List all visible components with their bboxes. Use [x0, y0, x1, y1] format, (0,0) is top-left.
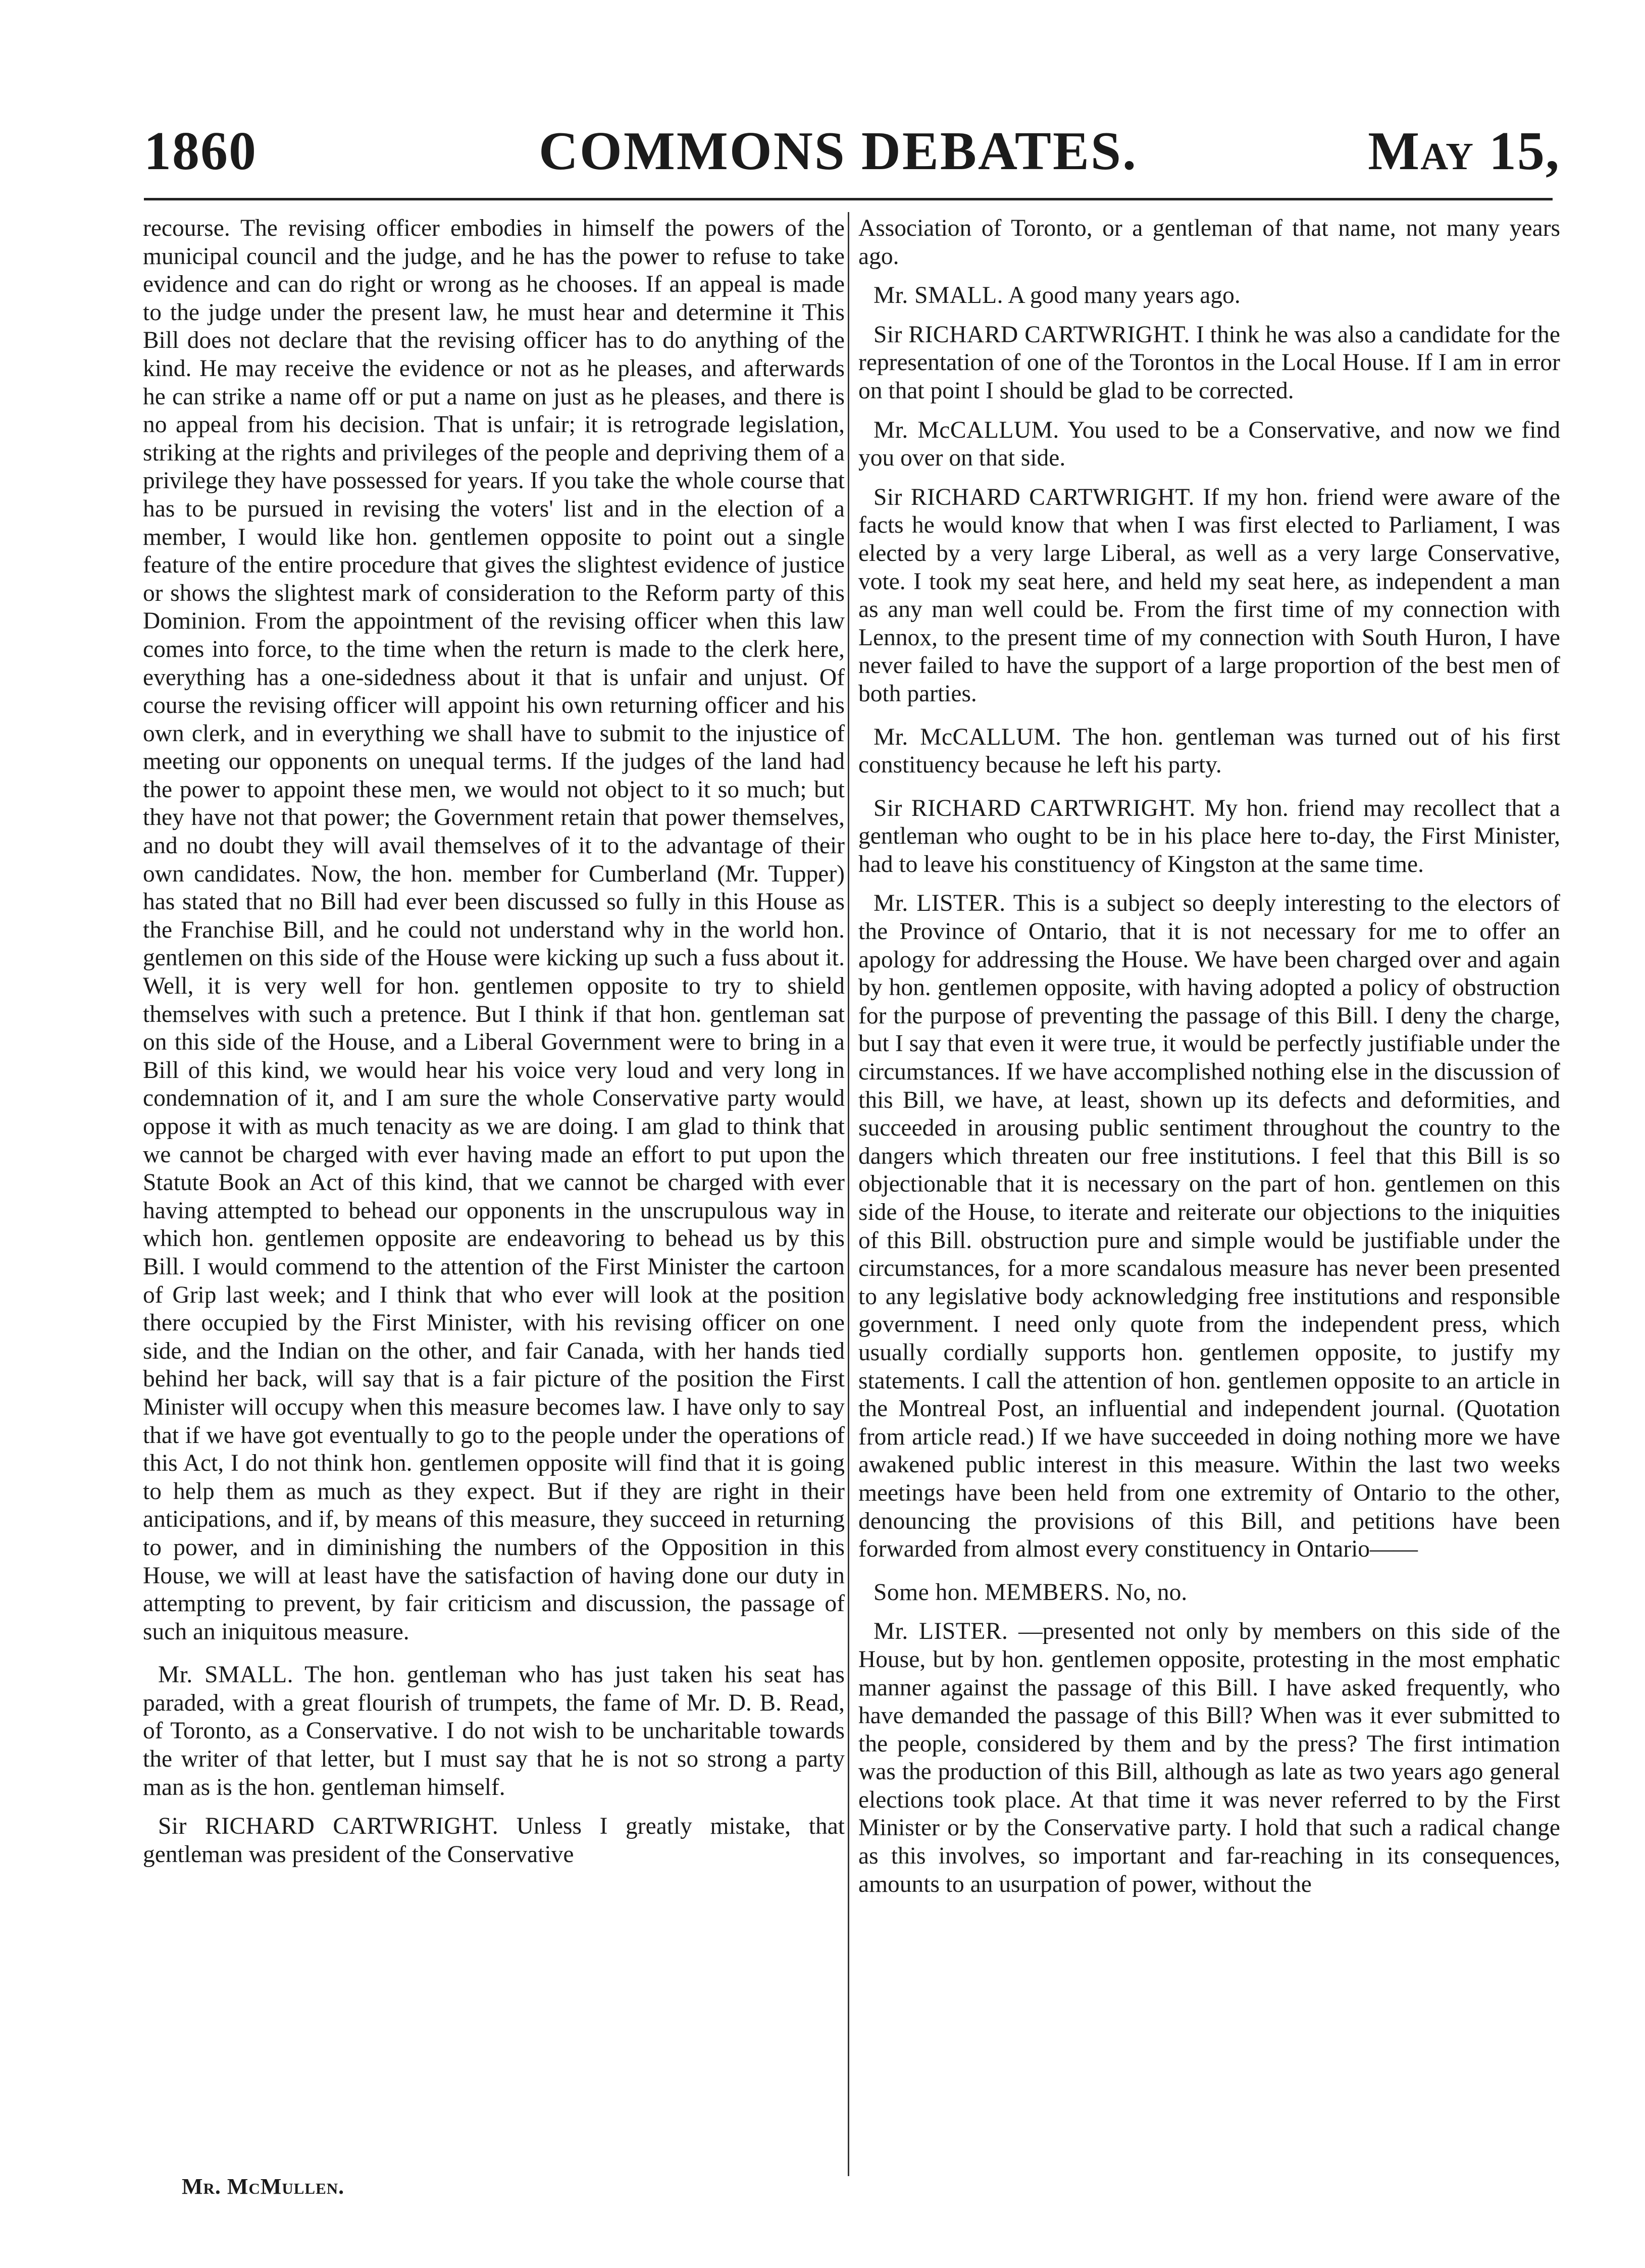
paragraph: [143, 1661, 845, 1801]
paragraph-text: recourse. The revising officer embodies in himself the powers of the municipal council and the judge, and he has the power to refuse to take evidence and can do right or wrong as he chooses. If an appeal is made to the judge under the present law, he must hear and determine it This Bill does not declare that the revising officer has to do anything of the kind. He may receive the evidence or not as he pleases, and afterwards he can strike a name off or put a name on just as he pleases, and there is no appeal from his decision. That is unfair; it is retrograde legislation, striking at the rights and privileges of the people and depriving them of a privilege they have possessed for years. If you take the whole course that has to be pursued in revising the voters' list and in the election of a member, I would like hon. gentlemen opposite to point out a single feature of the entire procedure that gives the slightest evidence of justice or shows the slightest mark of consideration to the Reform party of this Dominion. From the appointment of the revising officer when this law comes into force, to the time when the return is made to the clerk here, everything has a one-sidedness about it that is unfair and unjust. Of course the revising officer will appoint his own returning officer and his own clerk, and in everything we shall have to submit to the injustice of meeting our opponents on unequal terms. If the judges of the land had the power to appoint these men, we would not object to it so much; but they have not that power; the Government retain that power themselves, and no doubt they will avail themselves of it to the advantage of their own candidates. Now, the hon. member for Cumberland (Mr. Tupper) has stated that no Bill had ever been discussed so fully in this House as the Franchise Bill, and he could not understand why in the world hon. gentlemen on this side of the House were kicking up such a fuss about it. Well, it is very well for hon. gentlemen opposite to try to shield themselves with such a pretence. But I think if that hon. gentleman sat on this side of the House, and a Liberal Government were to bring in a Bill of this kind, we would hear his voice very loud and very long in condemnation of it, and I am sure the whole Conservative party would oppose it with as much tenacity as we are doing. I am glad to think that we cannot be charged with ever having made an effort to put upon the Statute Book an Act of this kind, that we cannot be charged with ever having attempted to behead our opponents in the unscrupulous way in which hon. gentlemen opposite are endeavoring to behead us by this Bill. I would commend to the attention of the First Minister the cartoon of Grip last week; and I think that who ever will look at the position there occupied by the First Minister, with his revising officer on one side, and the Indian on the other, and fair Canada, with her hands tied behind her back, will say that is a fair picture of the position the First Minister will occupy when this measure becomes law. I have only to say that if we have got eventually to go to the people under the operations of this Act, I do not think hon. gentlemen opposite will find that it is going to help them as much as they expect. But if they are right in their anticipations, and if, by means of this measure, they succeed in returning to power, and in diminishing the numbers of the Opposition in this House, we will at least have the satisfaction of having done our duty in attempting to prevent, by fair criticism and discussion, the passage of such an iniquitous measure.: [143, 215, 845, 1645]
paragraph: [858, 1618, 1560, 1898]
paragraph-text: The hon. gentleman was turned out of his first constituency because he left his party.: [858, 724, 1560, 779]
paragraph-text: A good many years ago.: [1008, 282, 1241, 309]
speaker-name: Some hon. MEMBERS.: [873, 1579, 1110, 1606]
paragraph: [858, 890, 1560, 1563]
paragraph: [858, 724, 1560, 780]
speaker-name: Mr. LISTER.: [873, 890, 1006, 917]
speaker-name: Sir RICHARD CARTWRIGHT.: [873, 795, 1196, 821]
paragraph-text: You used to be a Conservative, and now we find you over on that side.: [858, 417, 1560, 472]
paragraph: [858, 484, 1560, 708]
speaker-name: Sir RICHARD CARTWRIGHT.: [873, 321, 1190, 348]
paragraph-text: This is a subject so deeply interesting to the electors of the Province of Ontario, that it is not necessary for me to offer an apology for addressing the House. We have been charged over and again by hon. gentlemen opposite, with having adopted a policy of obstruction for the purpose of preventing the passage of this Bill. I deny the charge, but I say that even it were true, it would be perfectly justifiable under the circumstances. If we have accomplished nothing else in the discussion of this Bill, we have, at least, shown up its defects and deformities, and succeeded in arousing public sentiment throughout the country to the dangers which threaten our free institutions. I feel that this Bill is so objectionable that it is necessary on the part of hon. gentlemen on this side of the House, to iterate and reiterate our objections to the iniquities of this Bill. obstruction pure and simple would be justifiable under the circumstances, for a more scandalous measure has never been presented to any legislative body acknowledging free institutions and responsible government. I need only quote from the independent press, which usually cordially supports hon. gentlemen opposite, to justify my statements. I call the attention of hon. gentlemen opposite to an article in the Montreal Post, an influential and independent journal. (Quotation from article read.) If we have succeeded in doing nothing more we have awakened public interest in this measure. Within the last two weeks meetings have been held from one extremity of Ontario to the other, denouncing the provisions of this Bill, and petitions have been forwarded from almost every constituency in Ontario——: [858, 890, 1560, 1563]
paragraph: [858, 282, 1560, 310]
header-rule: [144, 198, 1553, 200]
paragraph-text: The hon. gentleman who has just taken his seat has paraded, with a great flourish of trumpets, the fame of Mr. D. B. Read, of Toronto, as a Conservative. I do not wish to be uncharitable towards the writer of that letter, but I must say that he is not so strong a party man as is the hon. gentleman himself.: [143, 1662, 845, 1800]
paragraph: [858, 215, 1560, 271]
speaker-name: Mr. LISTER.: [873, 1618, 1008, 1645]
paragraph: [858, 417, 1560, 473]
left-column: [143, 215, 845, 1880]
reporter-signature: Mr. McMullen.: [182, 2174, 345, 2199]
paragraph-text: If my hon. friend were aware of the facts he would know that when I was first elected to Parliament, I was elected by a very large Liberal, as well as a very large Conservative, vote. I took my seat here, and held my seat here, as independent a man as any man well could be. From the first time of my connection with Lennox, to the present time of my connection with South Huron, I have never failed to have the support of a large proportion of the best men of both parties.: [858, 484, 1560, 707]
page-number: 1860: [144, 121, 257, 181]
paragraph-text: My hon. friend may recollect that a gentleman who ought to be in his place here to-day, the First Minister, had to leave his constituency of Kingston at the same time.: [858, 795, 1561, 878]
speaker-name: Mr. McCALLUM.: [873, 417, 1059, 443]
speaker-name: Sir RICHARD CARTWRIGHT.: [158, 1813, 499, 1840]
paragraph-text: No, no.: [1116, 1579, 1188, 1606]
paragraph-text: Unless I greatly mistake, that gentleman was president of the Conservative: [143, 1813, 845, 1868]
running-title: COMMONS DEBATES.: [538, 121, 1138, 181]
paragraph: [858, 795, 1560, 879]
paragraph-text: Association of Toronto, or a gentleman of that name, not many years ago.: [858, 215, 1560, 270]
speaker-name: Mr. McCALLUM.: [873, 724, 1062, 750]
speaker-name: Sir RICHARD CARTWRIGHT.: [873, 484, 1195, 510]
paragraph: [143, 215, 845, 1646]
page-date: May 15,: [1368, 121, 1560, 181]
column-divider: [848, 212, 849, 2176]
right-column: [858, 215, 1560, 1910]
paragraph: [858, 321, 1560, 405]
paragraph: [143, 1813, 845, 1869]
speaker-name: Mr. SMALL.: [158, 1662, 294, 1688]
paragraph: [858, 1579, 1560, 1607]
speaker-name: Mr. SMALL.: [873, 282, 1004, 309]
paragraph-text: I think he was also a candidate for the representation of one of the Torontos in the Local House. If I am in error on that point I should be glad to be corrected.: [858, 321, 1560, 404]
page-header: [116, 110, 1560, 196]
paragraph-text: —presented not only by members on this side of the House, but by hon. gentlemen opposite, protesting in the most emphatic manner against the passage of this Bill. I have asked frequently, who have demanded the passage of this Bill? When was it ever submitted to the people, considered by them and by the press? The first intimation was the production of this Bill, although as late as two years ago general elections took place. At that time it was never referred to by the First Minister or by the Conservative party. I hold that such a radical change as this involves, so important and far-reaching in its consequences, amounts to an usurpation of power, without the: [858, 1618, 1560, 1897]
